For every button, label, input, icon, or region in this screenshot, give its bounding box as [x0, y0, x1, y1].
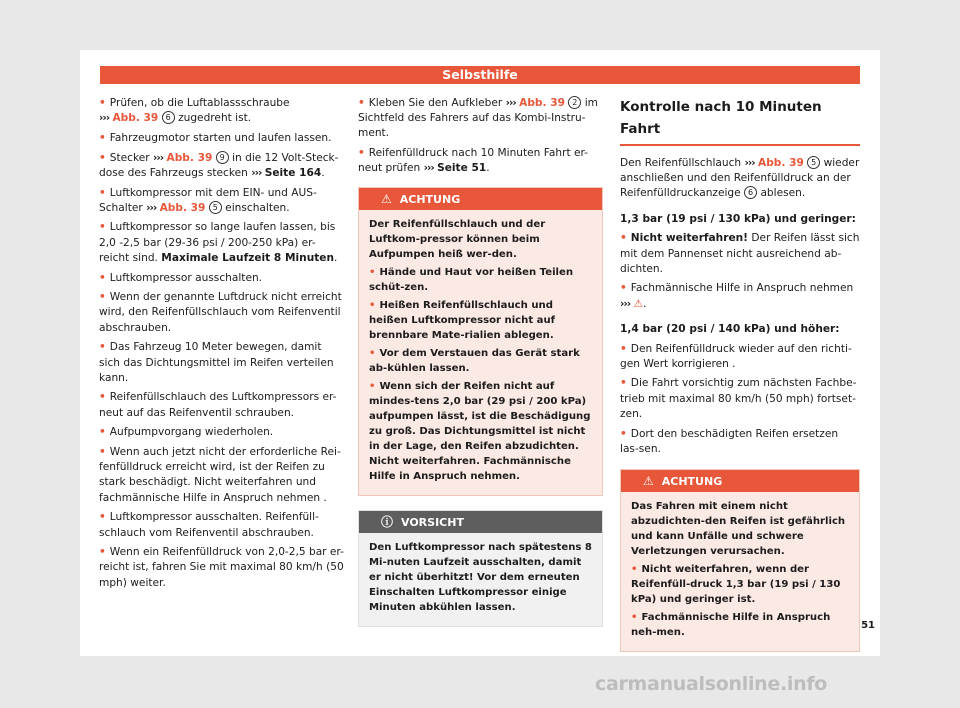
list-item: • Kleben Sie den Aufkleber ››› Abb. 39 2 im Sichtfeld des Fahrers auf das Kombi-Instru-ment.	[358, 97, 598, 140]
column-1	[99, 96, 344, 595]
column-2	[358, 96, 603, 627]
list-item: • Luftkompressor mit dem EIN- und AUS-Schalter ››› Abb. 39 5 einschalten.	[99, 186, 317, 214]
caution-box	[358, 510, 603, 627]
list-item: • Fachmännische Hilfe in Anspruch nehmen ››› ⚠.	[620, 282, 854, 310]
info-circle-icon: ⓘ	[381, 514, 394, 529]
warning-triangle-icon: ⚠	[643, 473, 654, 488]
list-item: • Wenn der genannte Luftdruck nicht erreicht wird, den Reifenfüllschlauch vom Reifenventil abschrauben.	[99, 291, 342, 334]
list-item: • Luftkompressor ausschalten.	[99, 271, 263, 284]
list-item: • Reifenfüllschlauch des Luftkompressors er-neut auf das Reifenventil schrauben.	[99, 391, 337, 419]
caution-body: Den Luftkompressor nach spätestens 8 Mi-nuten Laufzeit ausschalten, damit er nicht überhitzt! Vor dem erneuten Einschalten Luftkompressor einige Minuten abkühlen lassen.	[369, 541, 592, 613]
list-item: • Wenn ein Reifenfülldruck von 2,0-2,5 bar er-reicht ist, fahren Sie mit maximal 80 km/h (50 mph) weiter.	[99, 546, 344, 589]
figure-link[interactable]: Abb. 39	[159, 201, 206, 214]
section-header: Selbsthilfe	[100, 66, 860, 84]
list-item: • Die Fahrt vorsichtig zum nächsten Fachbe-trieb mit maximal 80 km/h (50 mph) fortset-zen.	[620, 377, 857, 420]
column-3	[620, 96, 860, 652]
intro-text: Den Reifenfüllschlauch ››› Abb. 39 5 wieder anschließen und den Reifenfülldruck an der Reifenfülldruckanzeige 6 ablesen.	[620, 157, 860, 200]
page-number: 51	[861, 620, 875, 631]
list-item: • Stecker ››› Abb. 39 9 in die 12 Volt-Steck-dose des Fahrzeugs stecken ››› Seite 164.	[99, 151, 339, 179]
list-item: • Wenn auch jetzt nicht der erforderliche Rei-fenfülldruck erreicht wird, ist der Reifen zu stark beschädigt. Nicht weiterfahren und fachmännische Hilfe in Anspruch nehmen .	[99, 446, 341, 504]
warning-box	[620, 469, 860, 652]
callout-number: 6	[744, 186, 757, 199]
figure-link[interactable]: Abb. 39	[758, 157, 804, 169]
list-item: • Vor dem Verstauen das Gerät stark ab-kühlen lassen.	[369, 347, 580, 374]
page-link[interactable]: Seite 164	[264, 166, 322, 179]
warning-box	[358, 187, 603, 496]
list-item: • Fachmännische Hilfe in Anspruch neh-men.	[631, 611, 831, 638]
section-heading: Kontrolle nach 10 Minuten Fahrt	[620, 96, 860, 146]
warning-header: ⚠ ACHTUNG	[359, 188, 602, 210]
list-item: • Aufpumpvorgang wiederholen.	[99, 426, 274, 439]
callout-number: 5	[209, 201, 222, 214]
figure-link[interactable]: Abb. 39	[519, 97, 565, 109]
subheading: 1,3 bar (19 psi / 130 kPa) und geringer:	[620, 212, 856, 225]
subheading: 1,4 bar (20 psi / 140 kPa) und höher:	[620, 322, 840, 335]
watermark: carmanualsonline.info	[595, 673, 828, 695]
page-link[interactable]: Seite 51	[437, 162, 487, 175]
list-item: • Luftkompressor ausschalten. Reifenfüll-schlauch vom Reifenventil abschrauben.	[99, 511, 319, 539]
figure-link[interactable]: Abb. 39	[166, 151, 213, 164]
warning-header: ⚠ ACHTUNG	[621, 470, 859, 492]
list-item: • Luftkompressor so lange laufen lassen, bis 2,0 -2,5 bar (29-36 psi / 200-250 kPa) er-reicht sind. Maximale Laufzeit 8 Minuten.	[99, 221, 338, 264]
list-item: • Prüfen, ob die Luftablassschraube ››› Abb. 39 6 zugedreht ist.	[99, 97, 290, 125]
list-item: • Nicht weiterfahren, wenn der Reifenfüll-druck 1,3 bar (19 psi / 130 kPa) und geringer ist.	[631, 563, 841, 605]
list-item: • Heißen Reifenfüllschlauch und heißen Luftkompressor nicht auf brennbare Mate-rialien ablegen.	[369, 299, 556, 341]
warning-triangle-icon[interactable]: ⚠	[633, 297, 643, 310]
list-item: • Nicht weiterfahren! Der Reifen lässt sich mit dem Pannenset nicht ausreichend ab-dichten.	[620, 232, 860, 275]
caution-header: ⓘ VORSICHT	[359, 511, 602, 533]
warning-triangle-icon: ⚠	[381, 191, 392, 206]
list-item: • Reifenfülldruck nach 10 Minuten Fahrt er-neut prüfen ››› Seite 51.	[358, 147, 588, 175]
list-item: • Den Reifenfülldruck wieder auf den richti-gen Wert korrigieren .	[620, 342, 852, 370]
list-item: • Hände und Haut vor heißen Teilen schüt-zen.	[369, 266, 574, 293]
warning-body: Der Reifenfüllschlauch und der Luftkom-pressor können beim Aufpumpen heiß wer-den. • Hände und Haut vor heißen Teilen schüt-zen. • Heißen Reifenfüllschlauch und heißen Luftkompressor nicht auf brennbare Mate-rialien ablegen. • Vor dem Verstauen das Gerät stark ab-kühlen lassen. • Wenn sich der Reifen nicht auf mindes-tens 2,0 bar (29 psi / 200 kPa) aufpumpen lässt, ist die Beschädigung zu groß. Das Dichtungsmittel ist nicht in der Lage, den Reifen abzudichten. Nicht weiterfahren. Fachmännische Hilfe in Anspruch nehmen.	[369, 218, 591, 482]
callout-number: 6	[162, 111, 175, 124]
callout-number: 9	[216, 151, 229, 164]
figure-link[interactable]: Abb. 39	[112, 112, 159, 125]
list-item: • Fahrzeugmotor starten und laufen lassen.	[99, 131, 332, 144]
list-item: • Das Fahrzeug 10 Meter bewegen, damit sich das Dichtungsmittel im Reifen verteilen kann.	[99, 341, 334, 384]
callout-number: 2	[568, 96, 581, 109]
list-item: • Dort den beschädigten Reifen ersetzen las-sen.	[620, 427, 839, 455]
callout-number: 5	[807, 156, 820, 169]
warning-body: Das Fahren mit einem nicht abzudichten-den Reifen ist gefährlich und kann Unfälle und schwere Verletzungen verursachen. • Nicht weiterfahren, wenn der Reifenfüll-druck 1,3 bar (19 psi / 130 kPa) und geringer ist. • Fachmännische Hilfe in Anspruch neh-men.	[621, 492, 859, 651]
list-item: • Wenn sich der Reifen nicht auf mindes-tens 2,0 bar (29 psi / 200 kPa) aufpumpen lässt, ist die Beschädigung zu groß. Das Dichtungsmittel ist nicht in der Lage, den Reifen abzudichten. Nicht weiterfahren. Fachmännische Hilfe in Anspruch nehmen.	[369, 380, 591, 482]
